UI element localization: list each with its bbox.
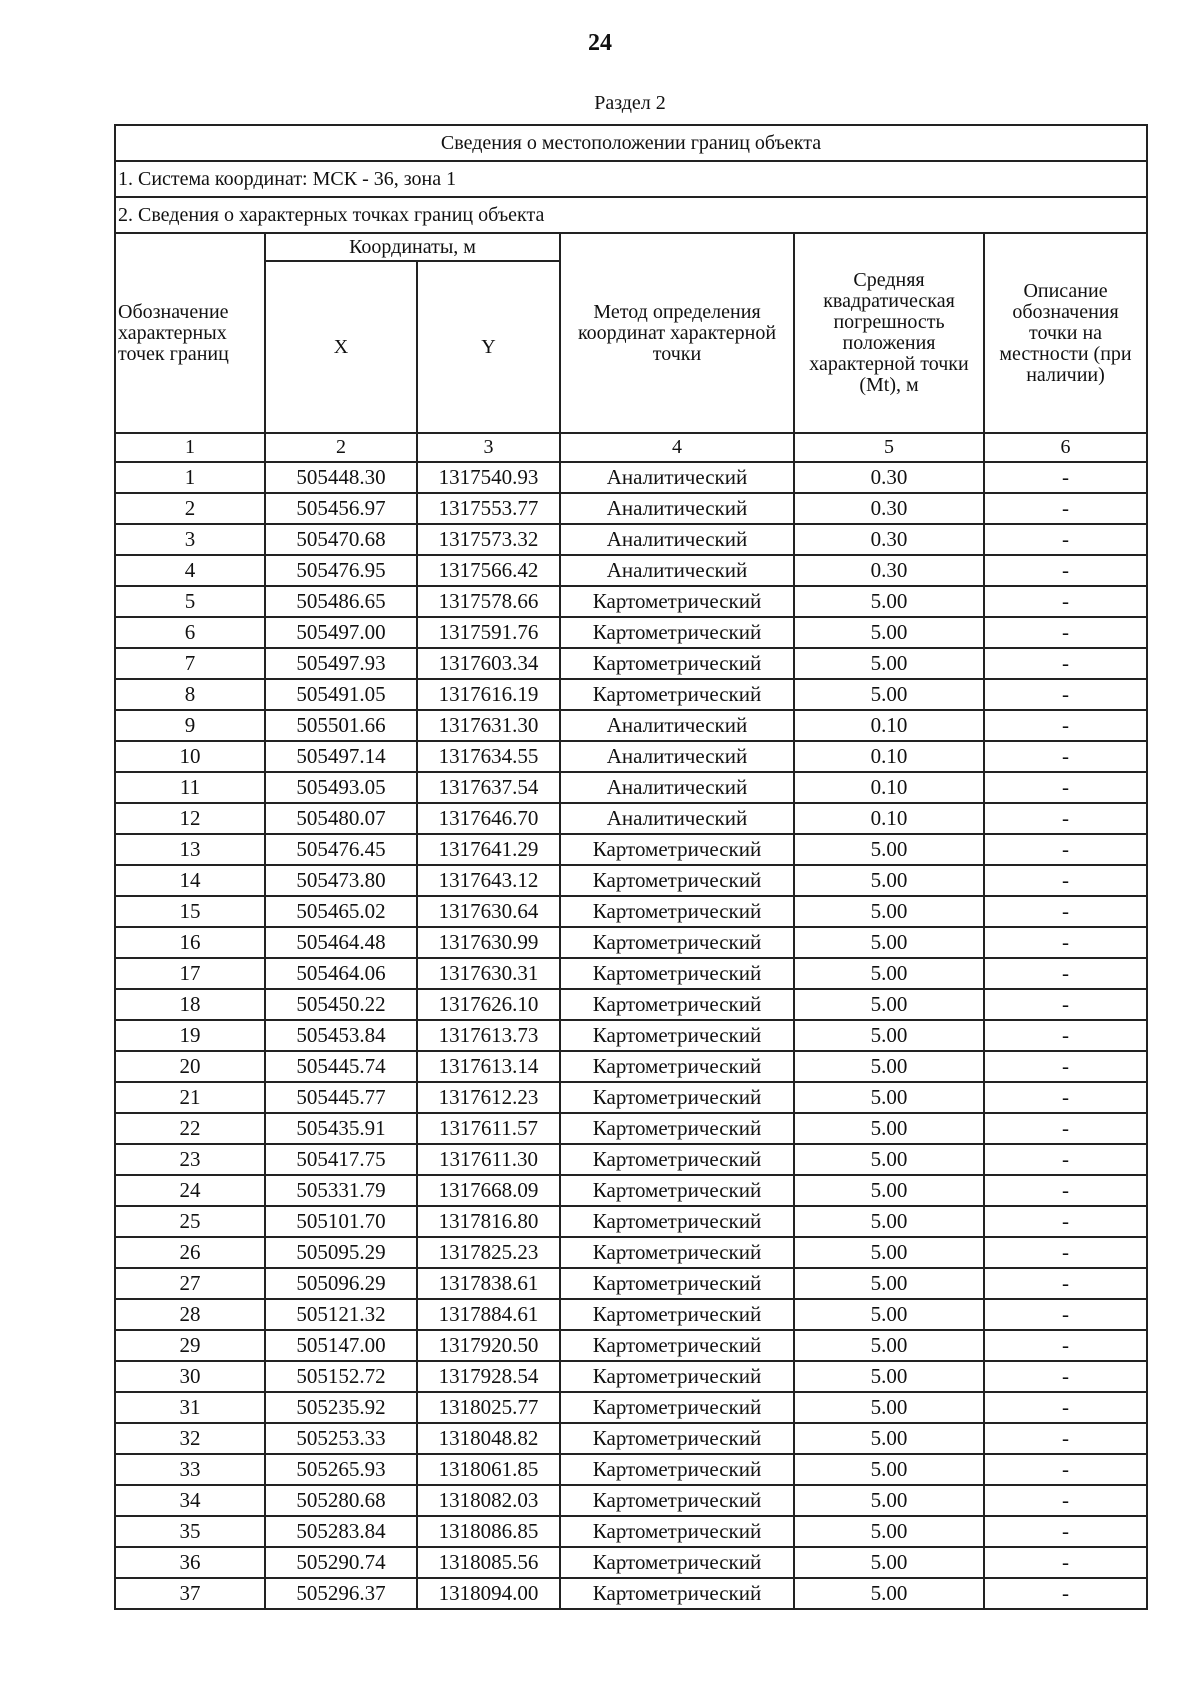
description-cell: - — [984, 896, 1147, 927]
table-row — [115, 927, 1147, 958]
y-coordinate-cell: 1318085.56 — [417, 1547, 560, 1578]
description-cell: - — [984, 679, 1147, 710]
error-cell: 5.00 — [794, 1578, 984, 1609]
y-coordinate-cell: 1317613.14 — [417, 1051, 560, 1082]
x-coordinate-cell: 505445.74 — [265, 1051, 417, 1082]
table-row — [115, 462, 1147, 493]
error-cell: 0.30 — [794, 493, 984, 524]
description-cell: - — [984, 927, 1147, 958]
x-coordinate-cell: 505465.02 — [265, 896, 417, 927]
description-cell: - — [984, 741, 1147, 772]
description-cell: - — [984, 1144, 1147, 1175]
x-coordinate-cell: 505280.68 — [265, 1485, 417, 1516]
point-number-cell: 3 — [115, 524, 265, 555]
method-cell: Аналитический — [560, 772, 794, 803]
description-cell: - — [984, 1113, 1147, 1144]
method-cell: Картометрический — [560, 1423, 794, 1454]
method-cell: Картометрический — [560, 1268, 794, 1299]
x-coordinate-cell: 505121.32 — [265, 1299, 417, 1330]
x-coordinate-cell: 505283.84 — [265, 1516, 417, 1547]
point-number-cell: 29 — [115, 1330, 265, 1361]
error-cell: 5.00 — [794, 1206, 984, 1237]
y-coordinate-cell: 1317630.99 — [417, 927, 560, 958]
x-coordinate-cell: 505450.22 — [265, 989, 417, 1020]
error-cell: 5.00 — [794, 1454, 984, 1485]
table-row — [115, 1423, 1147, 1454]
y-coordinate-cell: 1317613.73 — [417, 1020, 560, 1051]
y-coordinate-cell: 1317928.54 — [417, 1361, 560, 1392]
error-cell: 0.30 — [794, 555, 984, 586]
column-number: 6 — [984, 433, 1147, 462]
table-row — [115, 1485, 1147, 1516]
error-cell: 5.00 — [794, 1299, 984, 1330]
x-coordinate-cell: 505296.37 — [265, 1578, 417, 1609]
error-cell: 5.00 — [794, 1330, 984, 1361]
method-cell: Картометрический — [560, 1113, 794, 1144]
description-cell: - — [984, 834, 1147, 865]
method-cell: Аналитический — [560, 710, 794, 741]
method-cell: Картометрический — [560, 1454, 794, 1485]
error-cell: 0.30 — [794, 524, 984, 555]
x-coordinate-cell: 505491.05 — [265, 679, 417, 710]
error-cell: 5.00 — [794, 958, 984, 989]
header-coordinates: Координаты, м — [265, 233, 560, 261]
description-cell: - — [984, 1299, 1147, 1330]
description-cell: - — [984, 710, 1147, 741]
section-label: Раздел 2 — [594, 92, 666, 114]
description-cell: - — [984, 524, 1147, 555]
point-number-cell: 24 — [115, 1175, 265, 1206]
header-point-designation: Обозначение характерных точек границ — [115, 233, 265, 433]
point-number-cell: 9 — [115, 710, 265, 741]
point-number-cell: 15 — [115, 896, 265, 927]
method-cell: Картометрический — [560, 1020, 794, 1051]
column-number: 3 — [417, 433, 560, 462]
description-cell: - — [984, 586, 1147, 617]
y-coordinate-cell: 1318061.85 — [417, 1454, 560, 1485]
table-row — [115, 1113, 1147, 1144]
table-row — [115, 1516, 1147, 1547]
error-cell: 5.00 — [794, 1361, 984, 1392]
error-cell: 5.00 — [794, 586, 984, 617]
method-cell: Картометрический — [560, 1051, 794, 1082]
coordinate-system: 1. Система координат: МСК - 36, зона 1 — [115, 161, 1147, 197]
table-row — [115, 648, 1147, 679]
table-row — [115, 1268, 1147, 1299]
y-coordinate-cell: 1318082.03 — [417, 1485, 560, 1516]
error-cell: 0.30 — [794, 462, 984, 493]
point-number-cell: 19 — [115, 1020, 265, 1051]
table-row — [115, 1454, 1147, 1485]
header-error: Средняя квадратическая погрешность положения характерной точки (Mt), м — [794, 233, 984, 433]
point-number-cell: 7 — [115, 648, 265, 679]
description-cell: - — [984, 1516, 1147, 1547]
table-row — [115, 1175, 1147, 1206]
point-number-cell: 20 — [115, 1051, 265, 1082]
table-row — [115, 679, 1147, 710]
y-coordinate-cell: 1318094.00 — [417, 1578, 560, 1609]
description-cell: - — [984, 617, 1147, 648]
x-coordinate-cell: 505480.07 — [265, 803, 417, 834]
y-coordinate-cell: 1317838.61 — [417, 1268, 560, 1299]
error-cell: 5.00 — [794, 617, 984, 648]
x-coordinate-cell: 505253.33 — [265, 1423, 417, 1454]
method-cell: Картометрический — [560, 1175, 794, 1206]
y-coordinate-cell: 1317630.64 — [417, 896, 560, 927]
method-cell: Картометрический — [560, 1392, 794, 1423]
point-number-cell: 5 — [115, 586, 265, 617]
y-coordinate-cell: 1317646.70 — [417, 803, 560, 834]
description-cell: - — [984, 1547, 1147, 1578]
description-cell: - — [984, 648, 1147, 679]
description-cell: - — [984, 1082, 1147, 1113]
point-number-cell: 4 — [115, 555, 265, 586]
point-number-cell: 22 — [115, 1113, 265, 1144]
method-cell: Картометрический — [560, 1330, 794, 1361]
error-cell: 5.00 — [794, 648, 984, 679]
method-cell: Картометрический — [560, 1361, 794, 1392]
point-number-cell: 36 — [115, 1547, 265, 1578]
column-numbers-row — [115, 433, 1147, 462]
point-number-cell: 2 — [115, 493, 265, 524]
description-cell: - — [984, 865, 1147, 896]
boundary-points-table — [114, 124, 1148, 1610]
y-coordinate-cell: 1317816.80 — [417, 1206, 560, 1237]
method-cell: Аналитический — [560, 462, 794, 493]
y-coordinate-cell: 1317641.29 — [417, 834, 560, 865]
x-coordinate-cell: 505493.05 — [265, 772, 417, 803]
method-cell: Картометрический — [560, 586, 794, 617]
point-number-cell: 28 — [115, 1299, 265, 1330]
method-cell: Картометрический — [560, 1144, 794, 1175]
error-cell: 5.00 — [794, 1113, 984, 1144]
table-row — [115, 1020, 1147, 1051]
table-row — [115, 1578, 1147, 1609]
x-coordinate-cell: 505290.74 — [265, 1547, 417, 1578]
description-cell: - — [984, 958, 1147, 989]
x-coordinate-cell: 505501.66 — [265, 710, 417, 741]
description-cell: - — [984, 1392, 1147, 1423]
header-method: Метод определения координат характерной точки — [560, 233, 794, 433]
table-row — [115, 741, 1147, 772]
error-cell: 5.00 — [794, 896, 984, 927]
x-coordinate-cell: 505235.92 — [265, 1392, 417, 1423]
method-cell: Картометрический — [560, 989, 794, 1020]
point-number-cell: 17 — [115, 958, 265, 989]
method-cell: Аналитический — [560, 555, 794, 586]
description-cell: - — [984, 1206, 1147, 1237]
column-number: 1 — [115, 433, 265, 462]
y-coordinate-cell: 1317634.55 — [417, 741, 560, 772]
point-number-cell: 14 — [115, 865, 265, 896]
y-coordinate-cell: 1317643.12 — [417, 865, 560, 896]
table-row — [115, 958, 1147, 989]
x-coordinate-cell: 505265.93 — [265, 1454, 417, 1485]
method-cell: Картометрический — [560, 1578, 794, 1609]
method-cell: Аналитический — [560, 803, 794, 834]
y-coordinate-cell: 1317573.32 — [417, 524, 560, 555]
table-row — [115, 493, 1147, 524]
error-cell: 5.00 — [794, 1547, 984, 1578]
point-number-cell: 26 — [115, 1237, 265, 1268]
y-coordinate-cell: 1317540.93 — [417, 462, 560, 493]
error-cell: 0.10 — [794, 772, 984, 803]
x-coordinate-cell: 505464.06 — [265, 958, 417, 989]
table-row — [115, 1361, 1147, 1392]
point-number-cell: 34 — [115, 1485, 265, 1516]
x-coordinate-cell: 505095.29 — [265, 1237, 417, 1268]
x-coordinate-cell: 505456.97 — [265, 493, 417, 524]
description-cell: - — [984, 1423, 1147, 1454]
table-row — [115, 1206, 1147, 1237]
x-coordinate-cell: 505453.84 — [265, 1020, 417, 1051]
description-cell: - — [984, 1361, 1147, 1392]
description-cell: - — [984, 1020, 1147, 1051]
point-number-cell: 11 — [115, 772, 265, 803]
x-coordinate-cell: 505473.80 — [265, 865, 417, 896]
header-y: Y — [417, 261, 560, 433]
error-cell: 5.00 — [794, 1485, 984, 1516]
y-coordinate-cell: 1317612.23 — [417, 1082, 560, 1113]
y-coordinate-cell: 1317630.31 — [417, 958, 560, 989]
description-cell: - — [984, 1578, 1147, 1609]
x-coordinate-cell: 505147.00 — [265, 1330, 417, 1361]
header-description: Описание обозначения точки на местности (при наличии) — [984, 233, 1147, 433]
table-row — [115, 989, 1147, 1020]
error-cell: 5.00 — [794, 1175, 984, 1206]
description-cell: - — [984, 989, 1147, 1020]
table-row — [115, 555, 1147, 586]
description-cell: - — [984, 772, 1147, 803]
y-coordinate-cell: 1317603.34 — [417, 648, 560, 679]
description-cell: - — [984, 1175, 1147, 1206]
y-coordinate-cell: 1318086.85 — [417, 1516, 560, 1547]
method-cell: Картометрический — [560, 958, 794, 989]
point-number-cell: 35 — [115, 1516, 265, 1547]
column-number: 4 — [560, 433, 794, 462]
x-coordinate-cell: 505464.48 — [265, 927, 417, 958]
point-number-cell: 33 — [115, 1454, 265, 1485]
table-row — [115, 524, 1147, 555]
description-cell: - — [984, 1330, 1147, 1361]
method-cell: Картометрический — [560, 896, 794, 927]
y-coordinate-cell: 1318025.77 — [417, 1392, 560, 1423]
point-number-cell: 18 — [115, 989, 265, 1020]
y-coordinate-cell: 1317611.30 — [417, 1144, 560, 1175]
x-coordinate-cell: 505497.00 — [265, 617, 417, 648]
y-coordinate-cell: 1317591.76 — [417, 617, 560, 648]
point-number-cell: 23 — [115, 1144, 265, 1175]
point-number-cell: 13 — [115, 834, 265, 865]
method-cell: Картометрический — [560, 834, 794, 865]
error-cell: 5.00 — [794, 1516, 984, 1547]
table-row — [115, 803, 1147, 834]
x-coordinate-cell: 505331.79 — [265, 1175, 417, 1206]
x-coordinate-cell: 505152.72 — [265, 1361, 417, 1392]
error-cell: 5.00 — [794, 1144, 984, 1175]
y-coordinate-cell: 1317611.57 — [417, 1113, 560, 1144]
table-row — [115, 1330, 1147, 1361]
y-coordinate-cell: 1317626.10 — [417, 989, 560, 1020]
error-cell: 5.00 — [794, 834, 984, 865]
y-coordinate-cell: 1317884.61 — [417, 1299, 560, 1330]
error-cell: 5.00 — [794, 989, 984, 1020]
point-number-cell: 27 — [115, 1268, 265, 1299]
y-coordinate-cell: 1317825.23 — [417, 1237, 560, 1268]
method-cell: Картометрический — [560, 1547, 794, 1578]
x-coordinate-cell: 505448.30 — [265, 462, 417, 493]
description-cell: - — [984, 1485, 1147, 1516]
point-number-cell: 37 — [115, 1578, 265, 1609]
table-row — [115, 834, 1147, 865]
method-cell: Картометрический — [560, 1082, 794, 1113]
x-coordinate-cell: 505497.93 — [265, 648, 417, 679]
points-caption: 2. Сведения о характерных точках границ объекта — [115, 197, 1147, 233]
x-coordinate-cell: 505497.14 — [265, 741, 417, 772]
x-coordinate-cell: 505101.70 — [265, 1206, 417, 1237]
table-row — [115, 586, 1147, 617]
table-row — [115, 710, 1147, 741]
error-cell: 5.00 — [794, 865, 984, 896]
point-number-cell: 12 — [115, 803, 265, 834]
point-number-cell: 31 — [115, 1392, 265, 1423]
table-row — [115, 865, 1147, 896]
x-coordinate-cell: 505470.68 — [265, 524, 417, 555]
description-cell: - — [984, 462, 1147, 493]
y-coordinate-cell: 1317920.50 — [417, 1330, 560, 1361]
method-cell: Картометрический — [560, 679, 794, 710]
y-coordinate-cell: 1317566.42 — [417, 555, 560, 586]
point-number-cell: 16 — [115, 927, 265, 958]
error-cell: 5.00 — [794, 927, 984, 958]
y-coordinate-cell: 1318048.82 — [417, 1423, 560, 1454]
error-cell: 5.00 — [794, 1082, 984, 1113]
y-coordinate-cell: 1317631.30 — [417, 710, 560, 741]
table-row — [115, 617, 1147, 648]
point-number-cell: 10 — [115, 741, 265, 772]
error-cell: 5.00 — [794, 679, 984, 710]
method-cell: Картометрический — [560, 865, 794, 896]
table-row — [115, 1299, 1147, 1330]
method-cell: Аналитический — [560, 524, 794, 555]
x-coordinate-cell: 505435.91 — [265, 1113, 417, 1144]
x-coordinate-cell: 505476.95 — [265, 555, 417, 586]
page-number: 24 — [588, 30, 612, 56]
x-coordinate-cell: 505476.45 — [265, 834, 417, 865]
method-cell: Картометрический — [560, 927, 794, 958]
y-coordinate-cell: 1317616.19 — [417, 679, 560, 710]
x-coordinate-cell: 505445.77 — [265, 1082, 417, 1113]
point-number-cell: 8 — [115, 679, 265, 710]
error-cell: 5.00 — [794, 1020, 984, 1051]
header-x: X — [265, 261, 417, 433]
table-row — [115, 1392, 1147, 1423]
error-cell: 5.00 — [794, 1268, 984, 1299]
table-row — [115, 896, 1147, 927]
error-cell: 5.00 — [794, 1051, 984, 1082]
table-row — [115, 1051, 1147, 1082]
method-cell: Картометрический — [560, 1485, 794, 1516]
x-coordinate-cell: 505486.65 — [265, 586, 417, 617]
description-cell: - — [984, 1051, 1147, 1082]
description-cell: - — [984, 803, 1147, 834]
x-coordinate-cell: 505417.75 — [265, 1144, 417, 1175]
y-coordinate-cell: 1317637.54 — [417, 772, 560, 803]
x-coordinate-cell: 505096.29 — [265, 1268, 417, 1299]
y-coordinate-cell: 1317668.09 — [417, 1175, 560, 1206]
error-cell: 0.10 — [794, 741, 984, 772]
error-cell: 5.00 — [794, 1237, 984, 1268]
method-cell: Аналитический — [560, 493, 794, 524]
error-cell: 5.00 — [794, 1423, 984, 1454]
error-cell: 5.00 — [794, 1392, 984, 1423]
point-number-cell: 32 — [115, 1423, 265, 1454]
point-number-cell: 30 — [115, 1361, 265, 1392]
method-cell: Картометрический — [560, 1206, 794, 1237]
description-cell: - — [984, 1454, 1147, 1485]
point-number-cell: 25 — [115, 1206, 265, 1237]
error-cell: 0.10 — [794, 710, 984, 741]
method-cell: Аналитический — [560, 741, 794, 772]
table-row — [115, 1547, 1147, 1578]
description-cell: - — [984, 555, 1147, 586]
description-cell: - — [984, 1268, 1147, 1299]
point-number-cell: 21 — [115, 1082, 265, 1113]
error-cell: 0.10 — [794, 803, 984, 834]
y-coordinate-cell: 1317578.66 — [417, 586, 560, 617]
point-number-cell: 6 — [115, 617, 265, 648]
y-coordinate-cell: 1317553.77 — [417, 493, 560, 524]
column-number: 2 — [265, 433, 417, 462]
table-title: Сведения о местоположении границ объекта — [115, 125, 1147, 161]
method-cell: Картометрический — [560, 617, 794, 648]
method-cell: Картометрический — [560, 648, 794, 679]
method-cell: Картометрический — [560, 1299, 794, 1330]
table-row — [115, 772, 1147, 803]
description-cell: - — [984, 1237, 1147, 1268]
table-row — [115, 1144, 1147, 1175]
table-row — [115, 1237, 1147, 1268]
method-cell: Картометрический — [560, 1237, 794, 1268]
method-cell: Картометрический — [560, 1516, 794, 1547]
description-cell: - — [984, 493, 1147, 524]
column-number: 5 — [794, 433, 984, 462]
point-number-cell: 1 — [115, 462, 265, 493]
table-row — [115, 1082, 1147, 1113]
